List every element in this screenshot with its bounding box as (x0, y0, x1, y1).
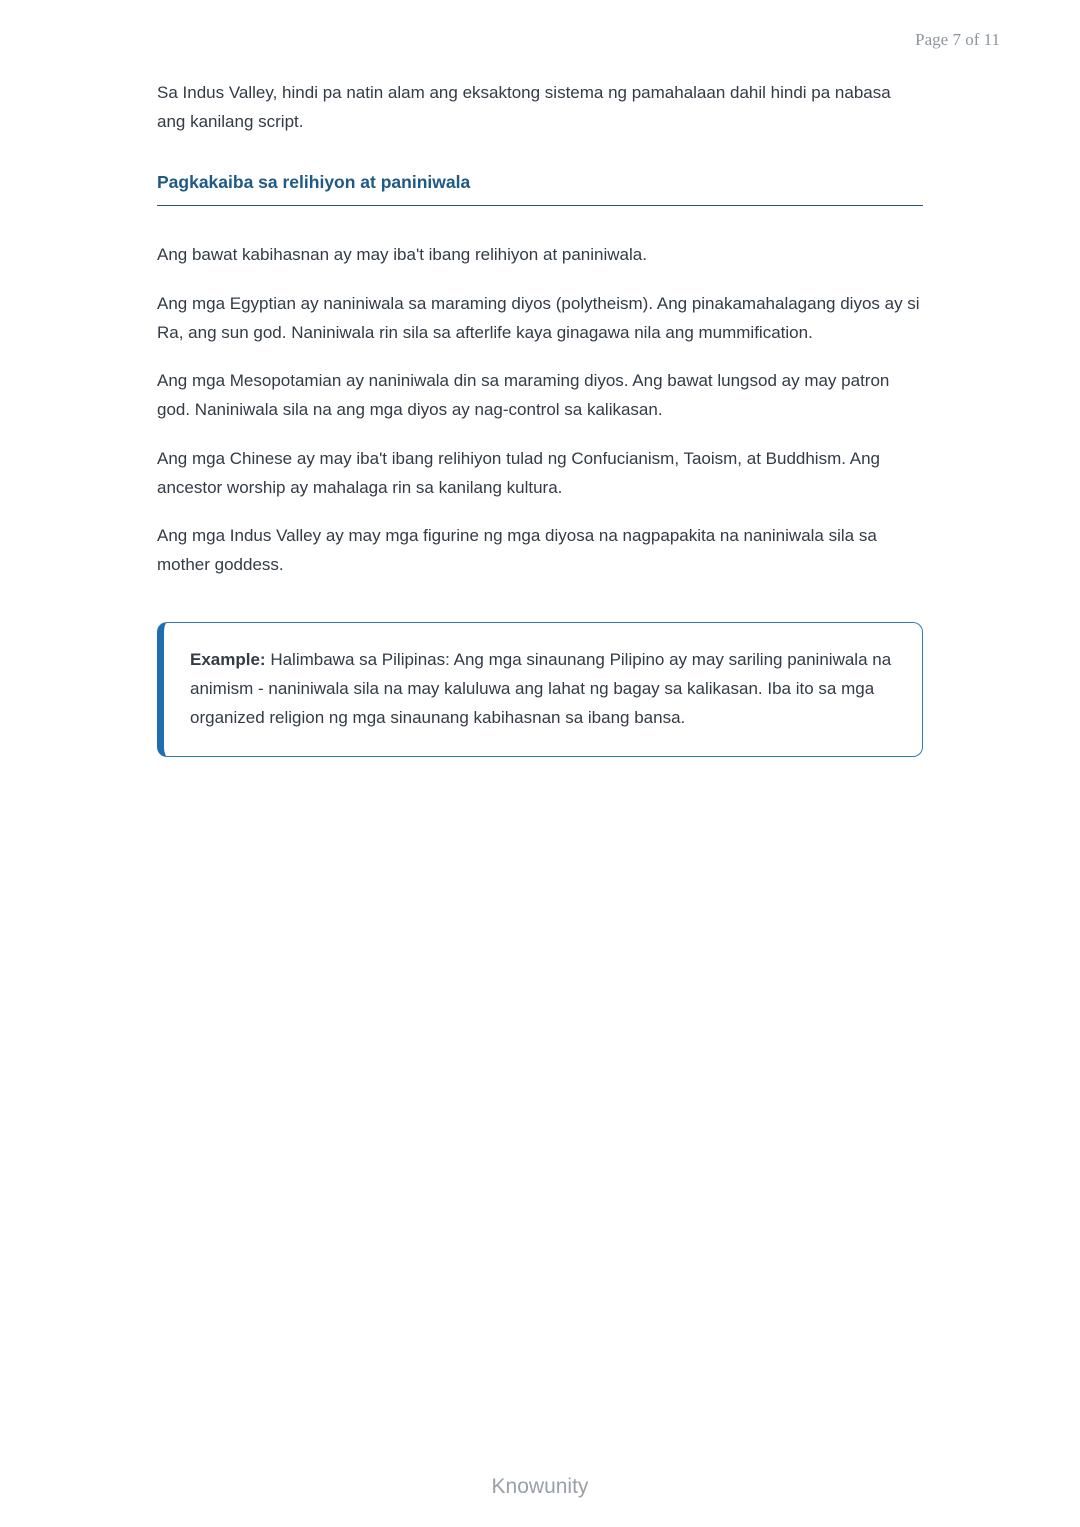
body-paragraph: Ang mga Egyptian ay naniniwala sa maraming diyos (polytheism). Ang pinakamahalagang diyos ay si Ra, ang sun god. Naniniwala rin sila sa afterlife kaya ginagawa nila ang mummification. (157, 293, 920, 342)
intro-paragraph: Sa Indus Valley, hindi pa natin alam ang eksaktong sistema ng pamahalaan dahil hindi pa nabasa ang kanilang script. (157, 83, 891, 132)
example-text: Halimbawa sa Pilipinas: Ang mga sinaunang Pilipino ay may sariling paniniwala na animism - naniniwala sila na may kaluluwa ang lahat ng bagay sa kalikasan. Iba ito sa mga organized religion ng mga sinaunang kabihasnan sa ibang bansa. (190, 649, 892, 728)
body-paragraph: Ang mga Mesopotamian ay naniniwala din sa maraming diyos. Ang bawat lungsod ay may patron god. Naniniwala sila na ang mga diyos ay nag-control sa kalikasan. (157, 371, 890, 420)
example-label: Example: (190, 649, 266, 669)
page-number-indicator: Page 7 of 11 (915, 30, 1000, 49)
example-callout-box (157, 622, 923, 758)
body-paragraph: Ang bawat kabihasnan ay may iba't ibang relihiyon at paniniwala. (157, 245, 647, 265)
section-heading: Pagkakaiba sa relihiyon at paniniwala (157, 172, 923, 206)
body-paragraph: Ang mga Chinese ay may iba't ibang relihiyon tulad ng Confucianism, Taoism, at Buddhism. Ang ancestor worship ay mahalaga rin sa kanilang kultura. (157, 448, 880, 497)
footer-brand-knowunity: Knowunity (491, 1475, 589, 1498)
body-paragraph: Ang mga Indus Valley ay may mga figurine ng mga diyosa na nagpapakita na naniniwala sila sa mother goddess. (157, 526, 877, 575)
document-content (157, 78, 923, 757)
